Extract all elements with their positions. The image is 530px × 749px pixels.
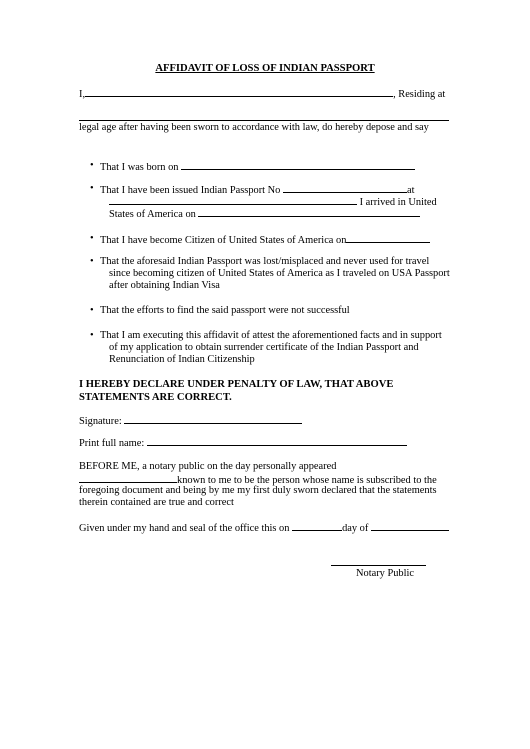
address-blank[interactable] — [79, 120, 449, 121]
bullet-passport-line-2: I arrived in United — [109, 195, 437, 210]
bullet-lost-line-1: That the aforesaid Indian Passport was lost/misplaced and never used for travel — [100, 256, 430, 267]
bullet-executing-line-2: of my application to obtain surrender certificate of the Indian Passport and — [109, 342, 419, 353]
notary-line-3: foregoing document and being by me my first duly sworn declared that the statements — [79, 485, 437, 496]
signature-blank[interactable] — [124, 414, 302, 424]
bullet-icon: • — [90, 256, 94, 267]
passport-number-blank[interactable] — [283, 183, 407, 193]
notary-line-4: therein contained are true and correct — [79, 497, 234, 508]
appeared-name-blank[interactable] — [79, 473, 177, 483]
declaration: I HEREBY DECLARE UNDER PENALTY OF LAW, THAT ABOVE STATEMENTS ARE CORRECT. — [79, 379, 394, 403]
bullet-executing-line-1: That I am executing this affidavit of attest the aforementioned facts and in support — [100, 330, 442, 341]
notary-line-2: known to me to be the person whose name is subscribed to the — [79, 473, 437, 488]
birth-date-blank[interactable] — [181, 160, 415, 170]
month-blank[interactable] — [371, 521, 449, 531]
name-blank[interactable] — [85, 87, 393, 97]
bullet-passport-line-1: That I have been issued Indian Passport No at — [100, 185, 415, 196]
bullet-efforts: That the efforts to find the said passport were not successful — [100, 305, 350, 316]
bullet-icon: • — [90, 305, 94, 316]
print-name-blank[interactable] — [147, 436, 407, 446]
citizenship-date-blank[interactable] — [346, 233, 430, 243]
bullet-icon: • — [90, 183, 94, 194]
signature-row: Signature: — [79, 414, 302, 429]
bullet-executing-line-3: Renunciation of Indian Citizenship — [109, 354, 255, 365]
document-title: AFFIDAVIT OF LOSS OF INDIAN PASSPORT — [155, 63, 375, 74]
bullet-lost-line-3: after obtaining Indian Visa — [109, 280, 220, 291]
bullet-born: That I was born on — [100, 160, 415, 175]
arrival-date-blank[interactable] — [198, 207, 420, 217]
notary-signature-line[interactable] — [331, 565, 426, 566]
bullet-icon: • — [90, 160, 94, 171]
notary-line-1: BEFORE ME, a notary public on the day personally appeared — [79, 461, 337, 472]
issue-place-blank[interactable] — [109, 195, 357, 205]
bullet-icon: • — [90, 330, 94, 341]
notary-public-label: Notary Public — [356, 568, 415, 579]
intro-line-2: legal age after having been sworn to accordance with law, do hereby depose and say — [79, 122, 429, 133]
bullet-lost-line-2: since becoming citizen of United States of America as I traveled on USA Passport — [109, 268, 450, 279]
bullet-passport-line-3: States of America on — [109, 207, 420, 222]
given-row: Given under my hand and seal of the office this on day of — [79, 521, 449, 536]
bullet-citizen: That I have become Citizen of United States of America on — [100, 233, 430, 248]
bullet-icon: • — [90, 233, 94, 244]
day-blank[interactable] — [292, 521, 342, 531]
intro-line-1: I, , Residing at — [79, 89, 446, 100]
print-name-row: Print full name: — [79, 436, 407, 451]
